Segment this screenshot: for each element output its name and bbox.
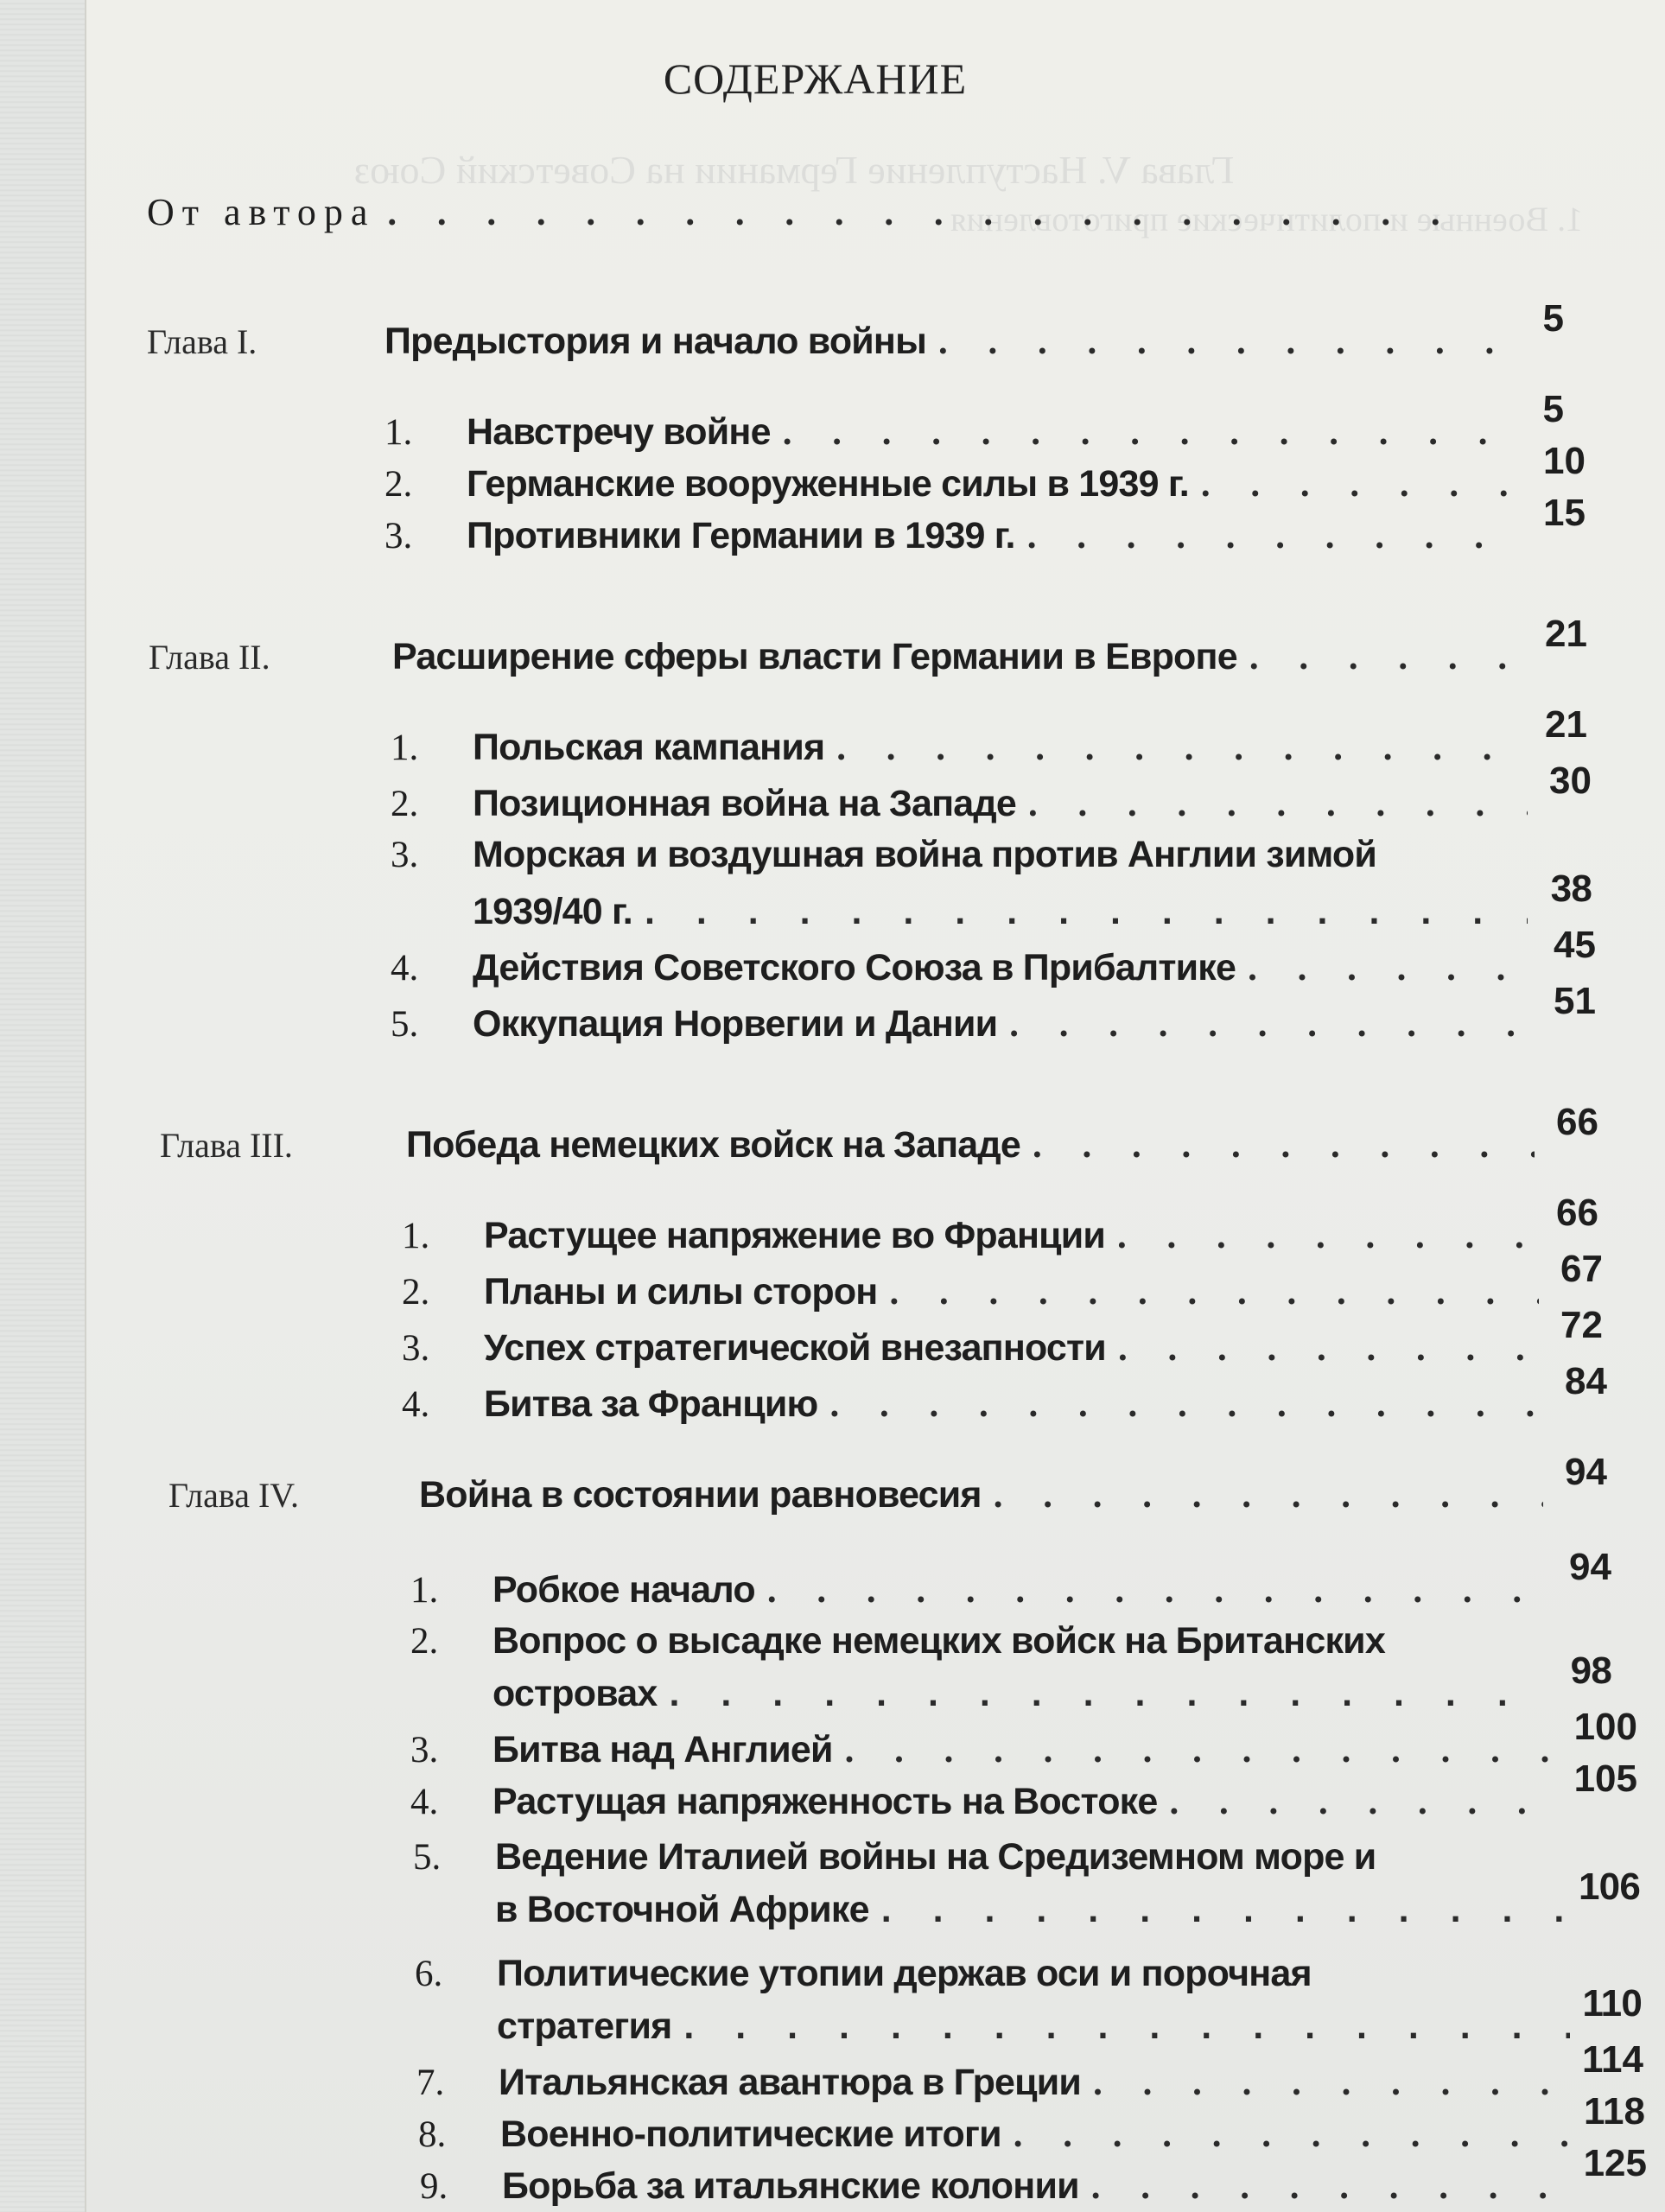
section-title: Битва над Англией [493, 1729, 833, 1770]
dot-leader [387, 192, 1474, 234]
section-title: Успех стратегической внезапности [484, 1327, 1106, 1369]
dot-leader [1170, 1781, 1562, 1823]
dot-leader [1117, 1215, 1535, 1257]
dot-leader [1027, 515, 1522, 557]
toc-section[interactable] [384, 440, 1586, 505]
section-title: Планы и силы сторон [484, 1271, 878, 1313]
dot-leader [683, 2005, 1570, 2048]
page-number: 106 [1578, 1866, 1640, 1908]
section-title: Германские вооруженные силы в 1939 г. [467, 463, 1189, 505]
page-number: 51 [1554, 980, 1596, 1022]
toc-title-text: СОДЕРЖАНИЕ [663, 54, 968, 103]
section-title-line2: островах [493, 1673, 658, 1714]
dot-leader [783, 411, 1500, 454]
page-number: 110 [1582, 1982, 1642, 2024]
page-number: 15 [1543, 492, 1586, 534]
toc-section[interactable] [410, 1620, 1611, 1662]
page-number: 100 [1573, 1706, 1637, 1748]
section-title: Позиционная война на Западе [473, 783, 1017, 824]
chapter-label: Глава IV. [168, 1476, 299, 1515]
toc-section[interactable] [391, 980, 1596, 1046]
section-number: 7. [416, 2063, 445, 2103]
page-number: 125 [1583, 2142, 1647, 2184]
toc-section[interactable] [402, 1304, 1603, 1370]
section-number: 2. [391, 784, 419, 824]
page-number: 45 [1554, 924, 1596, 966]
page-number: 114 [1582, 2038, 1643, 2081]
section-number: 9. [420, 2166, 448, 2207]
toc-section[interactable] [418, 2090, 1645, 2156]
dot-leader [881, 1889, 1566, 1931]
section-number: 2. [410, 1621, 439, 1662]
section-title: Навстречу войне [467, 411, 771, 453]
section-number: 1. [391, 728, 419, 768]
page-number: 84 [1565, 1360, 1607, 1402]
toc-section[interactable] [410, 1546, 1611, 1611]
toc-section[interactable] [420, 2142, 1647, 2208]
book-page [86, 0, 1665, 2212]
dot-leader [938, 321, 1500, 363]
page-number: 94 [1565, 1451, 1607, 1493]
toc-section[interactable] [410, 1758, 1637, 1823]
dot-leader [994, 1474, 1543, 1516]
page-number: 21 [1545, 613, 1587, 655]
dot-leader [845, 1729, 1562, 1771]
toc-section[interactable] [402, 1360, 1607, 1426]
chapter-label: Глава III. [160, 1126, 293, 1165]
dot-leader [1249, 636, 1523, 678]
section-title-line2: стратегия [497, 2005, 672, 2047]
dot-leader [1033, 1124, 1535, 1166]
section-title: Битва за Францию [484, 1383, 818, 1425]
bleed-through-text: Глава V. Наступление Германии на Советский Союз [354, 148, 1235, 192]
chapter-label: Глава II. [149, 638, 270, 677]
intro-label: От автора [147, 191, 376, 233]
section-title: Польская кампания [473, 727, 825, 768]
chapter-title: Предыстория и начало войны [384, 321, 927, 362]
toc-section-continuation[interactable] [495, 1866, 1640, 1931]
section-number: 3. [402, 1328, 430, 1369]
toc-section[interactable] [391, 703, 1587, 769]
section-title-line2: в Восточной Африке [495, 1889, 869, 1930]
toc-entry-intro[interactable] [147, 190, 1486, 234]
chapter-title: Расширение сферы власти Германии в Европе [392, 636, 1237, 677]
section-title: Робкое начало [493, 1569, 755, 1611]
section-number: 8. [418, 2114, 447, 2155]
section-number: 3. [391, 835, 419, 875]
page-number: 105 [1573, 1758, 1637, 1800]
section-number: 1. [384, 412, 413, 453]
section-number: 2. [402, 1272, 430, 1313]
dot-leader [836, 727, 1523, 769]
section-title: Борьба за итальянские колонии [502, 2165, 1079, 2207]
toc-section-continuation[interactable] [497, 1982, 1642, 2048]
toc-section[interactable] [384, 492, 1586, 557]
toc-section[interactable] [402, 1192, 1598, 1257]
page-number: 118 [1584, 2090, 1645, 2133]
section-number: 5. [391, 1004, 419, 1045]
dot-leader [1091, 2165, 1572, 2208]
section-title-line2: 1939/40 г. [473, 891, 632, 932]
toc-title [86, 54, 1665, 104]
toc-section[interactable] [391, 760, 1592, 825]
dot-leader [645, 891, 1528, 933]
dot-leader [1118, 1327, 1539, 1370]
page-number: 5 [1542, 297, 1564, 340]
section-title: Растущее напряжение во Франции [484, 1215, 1106, 1256]
section-title: Противники Германии в 1939 г. [467, 515, 1015, 556]
section-title: Действия Советского Союза в Прибалтике [473, 947, 1236, 988]
page-number: 66 [1556, 1192, 1598, 1234]
section-title: Вопрос о высадке немецких войск на Британских [493, 1620, 1385, 1662]
page-number: 10 [1543, 440, 1586, 482]
section-title: Оккупация Норвегии и Дании [473, 1003, 998, 1045]
section-number: 1. [402, 1216, 430, 1256]
dot-leader [670, 1673, 1547, 1715]
toc-section[interactable] [410, 1706, 1637, 1771]
page-number: 94 [1569, 1546, 1611, 1588]
section-number: 1. [410, 1570, 439, 1611]
bleed-through-text: 1. Военные и политические приготовления [950, 200, 1584, 238]
dot-leader [1009, 1003, 1532, 1046]
page-number: 30 [1549, 760, 1592, 802]
section-number: 3. [410, 1730, 439, 1770]
dot-leader [1014, 2113, 1572, 2156]
toc-chapter[interactable] [168, 1451, 1607, 1516]
toc-section[interactable] [384, 388, 1564, 454]
page-number: 72 [1560, 1304, 1603, 1346]
toc-section[interactable] [402, 1248, 1603, 1313]
page-number: 5 [1542, 388, 1564, 430]
page-number: 67 [1560, 1248, 1603, 1290]
toc-section[interactable] [391, 924, 1596, 989]
section-number: 3. [384, 516, 413, 556]
toc-section[interactable] [413, 1836, 1640, 1878]
toc-section[interactable] [415, 1953, 1642, 1995]
section-title: Морская и воздушная война против Англии зимой [473, 834, 1377, 875]
toc-section[interactable] [391, 834, 1592, 876]
toc-section[interactable] [416, 2038, 1643, 2104]
dot-leader [1093, 2062, 1570, 2104]
page-number: 66 [1556, 1101, 1598, 1143]
section-title: Растущая напряженность на Востоке [493, 1781, 1158, 1822]
chapter-label: Глава I. [147, 322, 257, 361]
toc-chapter[interactable] [149, 613, 1587, 678]
section-title: Ведение Италией войны на Средиземном море и [495, 1836, 1376, 1878]
dot-leader [1248, 947, 1532, 989]
page-stack-edge [0, 0, 86, 2212]
toc-section-continuation[interactable] [493, 1649, 1611, 1715]
section-number: 4. [391, 948, 419, 988]
dot-leader [889, 1271, 1539, 1313]
chapter-title: Победа немецких войск на Западе [406, 1124, 1021, 1166]
toc-chapter[interactable] [160, 1101, 1598, 1166]
toc-section-continuation[interactable] [473, 868, 1592, 933]
chapter-title: Война в состоянии равновесия [419, 1474, 982, 1516]
dot-leader [1201, 463, 1522, 505]
section-number: 4. [410, 1782, 439, 1822]
dot-leader [767, 1569, 1547, 1611]
section-title: Военно-политические итоги [500, 2113, 1001, 2155]
section-title: Политические утопии держав оси и порочная [497, 1953, 1312, 1994]
page-number: 38 [1550, 868, 1592, 910]
dot-leader [1028, 783, 1528, 825]
section-number: 2. [384, 464, 413, 505]
dot-leader [829, 1383, 1543, 1426]
page-number: 21 [1545, 703, 1587, 746]
section-number: 5. [413, 1837, 442, 1878]
section-number: 6. [415, 1954, 443, 1994]
section-title: Итальянская авантюра в Греции [499, 2062, 1082, 2103]
toc-chapter[interactable] [147, 297, 1564, 363]
page-number: 98 [1570, 1649, 1611, 1692]
section-number: 4. [402, 1384, 430, 1425]
